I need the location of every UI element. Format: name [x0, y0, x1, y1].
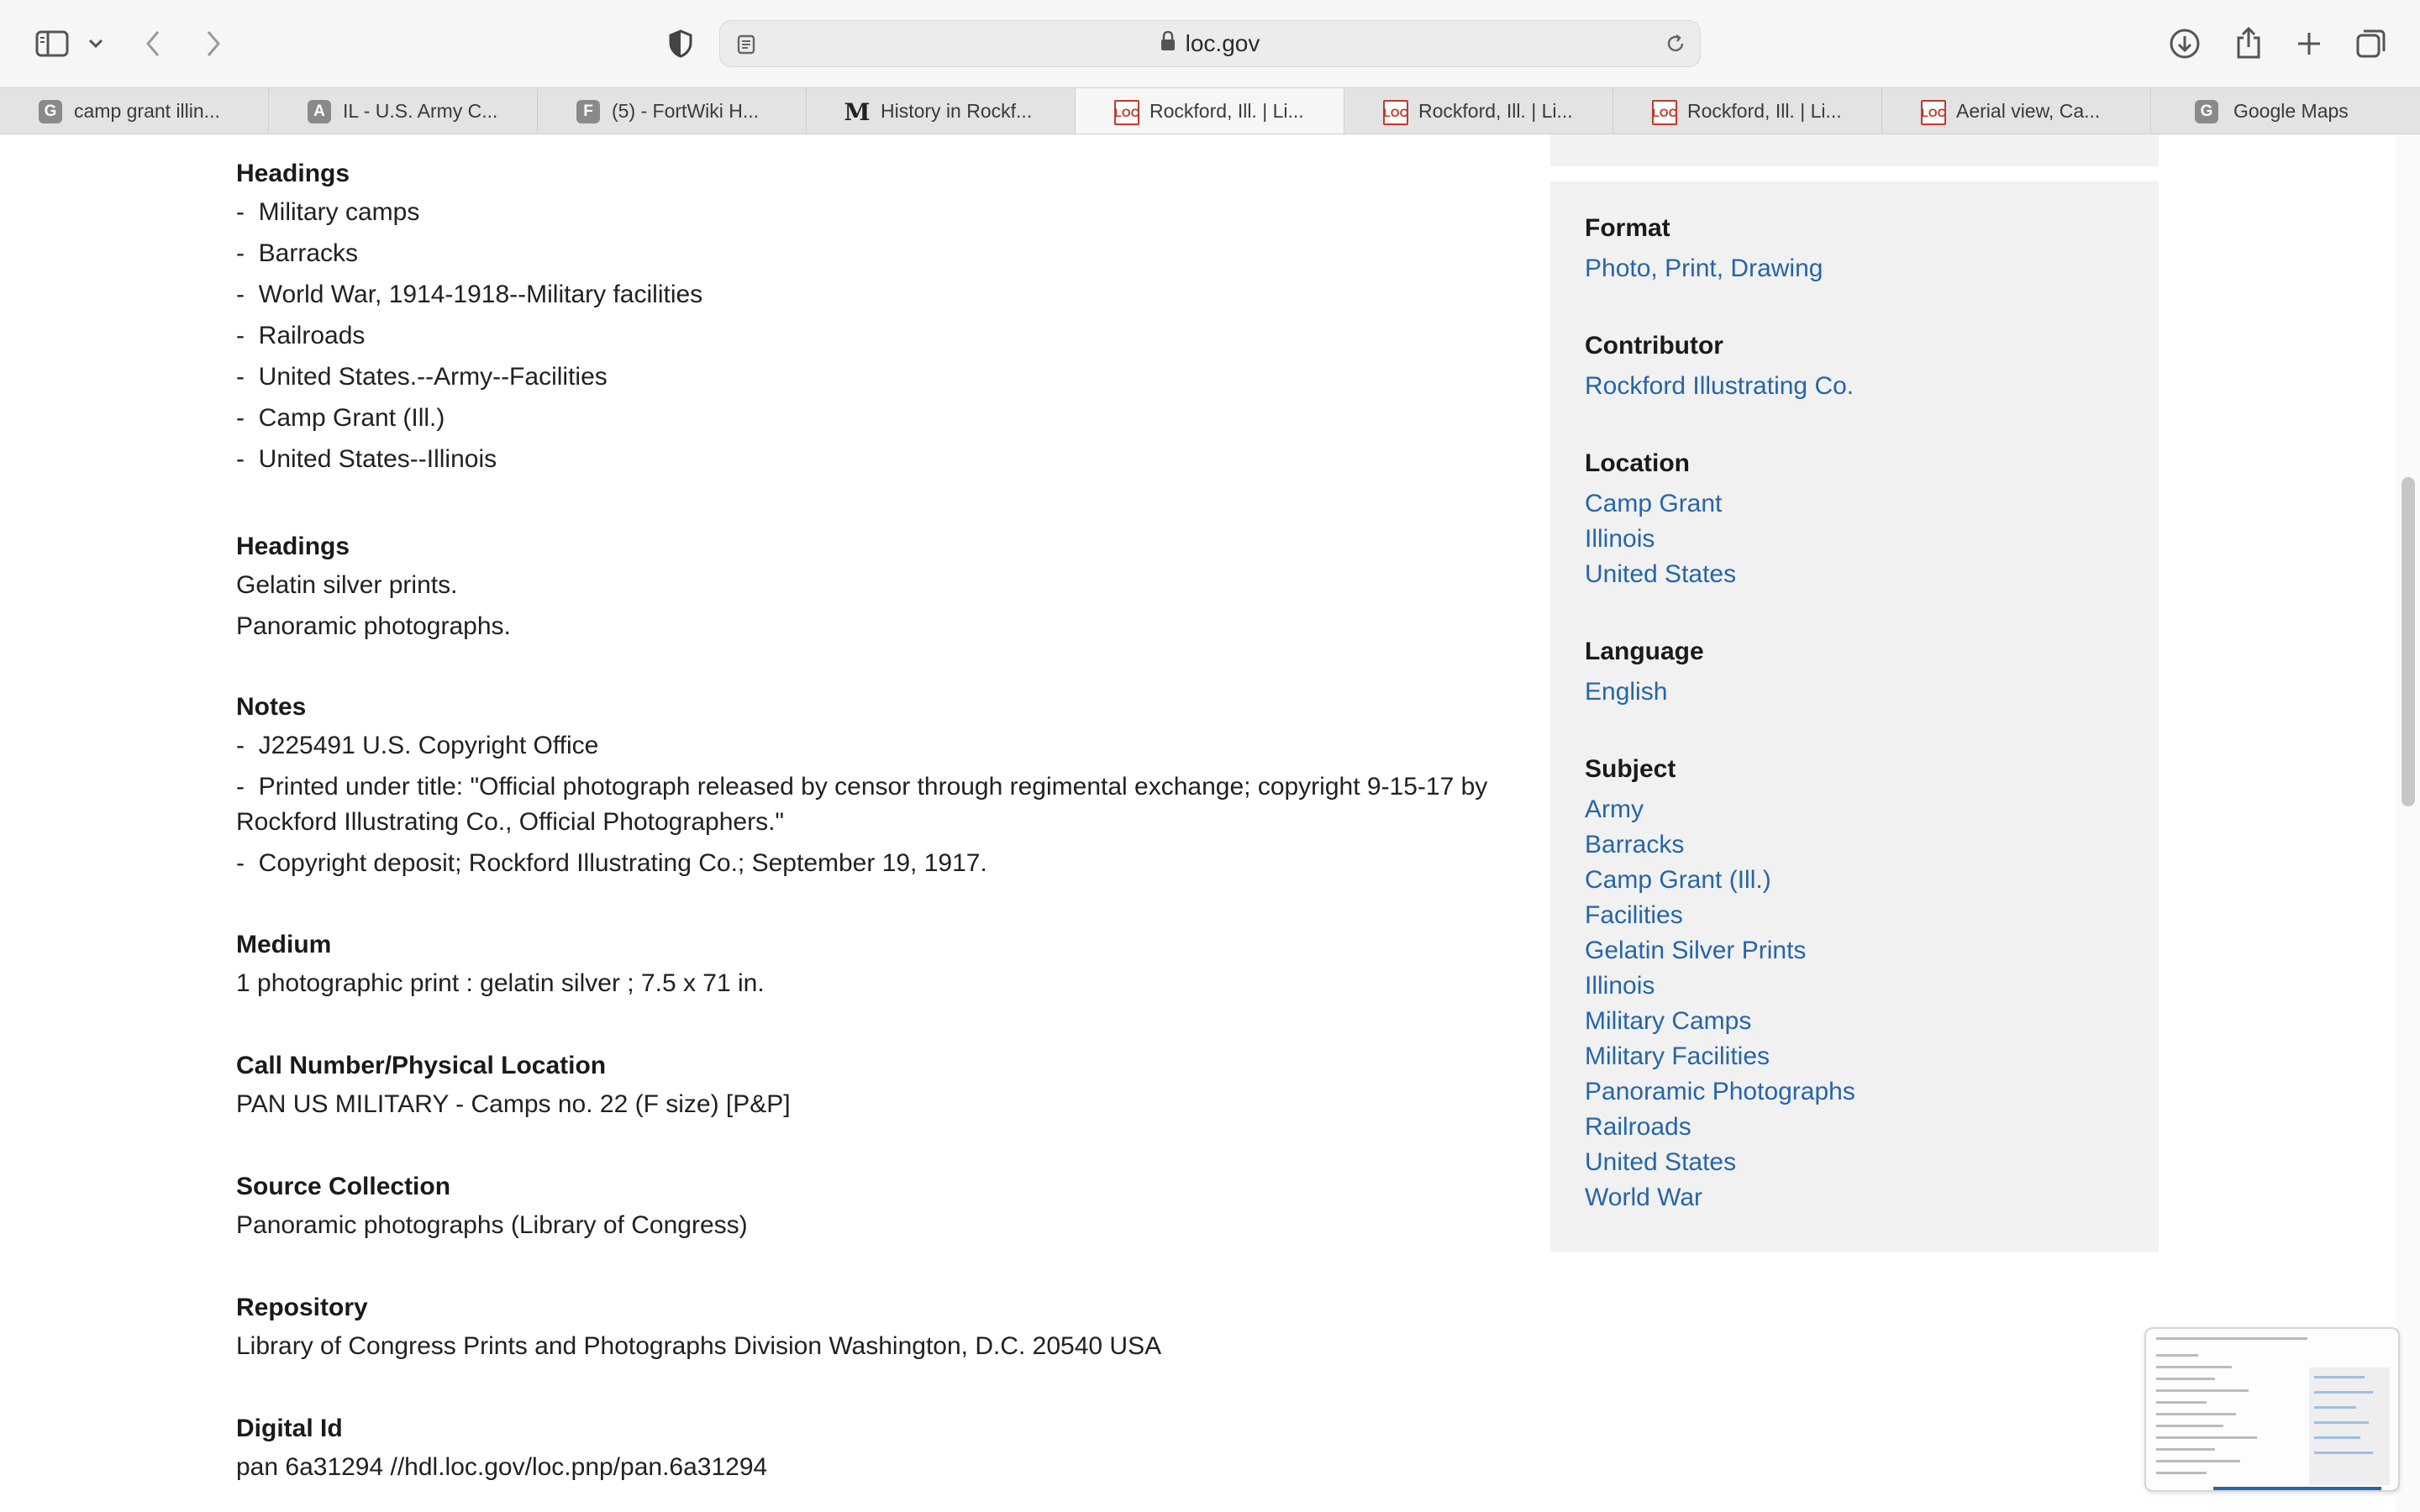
- facet-heading: Language: [1585, 638, 1704, 665]
- digital-id-value: pan 6a31294 //hdl.loc.gov/loc.pnp/pan.6a31294: [236, 1453, 768, 1481]
- forward-icon[interactable]: [198, 25, 229, 62]
- note-item: - Printed under title: "Official photograph released by censor through regimental exchange; copyright 9-15-17 by: [236, 773, 1488, 801]
- sidebar-top-panel: [1550, 134, 2159, 166]
- share-icon[interactable]: [2230, 24, 2267, 62]
- loc-favicon-icon: LOC: [1652, 100, 1677, 125]
- language-link[interactable]: English: [1585, 678, 1668, 706]
- facet-heading: Contributor: [1585, 332, 1723, 360]
- facets-sidebar: [1550, 181, 2159, 1252]
- thumbnail-line: [2314, 1406, 2356, 1409]
- subject-link[interactable]: Barracks: [1585, 831, 1685, 858]
- note-item: - Copyright deposit; Rockford Illustrating Co.; September 19, 1917.: [236, 849, 987, 877]
- digital-id-section: [236, 1415, 767, 1485]
- format-link[interactable]: Photo, Print, Drawing: [1585, 255, 1823, 282]
- tab-rockford-2[interactable]: LOC Rockford, Ill. | Li...: [1344, 88, 1613, 134]
- section-heading: Source Collection: [236, 1173, 451, 1200]
- subject-link[interactable]: Railroads: [1585, 1113, 1691, 1141]
- list-item: Gelatin silver prints.: [236, 571, 458, 599]
- section-heading: Headings: [236, 160, 350, 187]
- google-favicon-icon: G: [2195, 100, 2218, 123]
- google-favicon-icon: G: [39, 100, 62, 123]
- list-item: - Barracks: [236, 239, 359, 267]
- source-collection-section: [236, 1173, 748, 1243]
- loc-favicon-icon: LOC: [1921, 100, 1946, 125]
- section-heading: Call Number/Physical Location: [236, 1052, 607, 1079]
- list-item: - World War, 1914-1918--Military facilities: [236, 281, 703, 308]
- thumbnail-line: [2156, 1378, 2215, 1380]
- section-heading: Medium: [236, 931, 332, 958]
- thumbnail-line: [2156, 1448, 2215, 1451]
- medium-favicon-icon: M: [844, 97, 871, 126]
- subject-headings-section: [236, 160, 702, 477]
- genre-headings-section: [236, 533, 511, 644]
- fortwiki-favicon-icon: F: [576, 100, 600, 123]
- thumbnail-line: [2156, 1366, 2232, 1368]
- reload-icon[interactable]: [1665, 33, 1686, 59]
- address-bar[interactable]: [719, 20, 1701, 67]
- tab-overview-icon[interactable]: [2353, 25, 2390, 62]
- thumbnail-line: [2156, 1425, 2223, 1427]
- scrollbar-thumb[interactable]: [2402, 477, 2415, 806]
- notes-section: [236, 693, 1487, 881]
- note-item: - J225491 U.S. Copyright Office: [236, 732, 599, 759]
- source-collection-value: Panoramic photographs (Library of Congress): [236, 1211, 748, 1239]
- medium-value: 1 photographic print : gelatin silver ; 7.5 x 71 in.: [236, 969, 765, 997]
- subject-link[interactable]: Army: [1585, 795, 1644, 823]
- loc-favicon-icon: LOC: [1114, 100, 1139, 125]
- browser-toolbar: [0, 0, 2420, 87]
- location-link[interactable]: Illinois: [1585, 525, 1655, 553]
- back-icon[interactable]: [138, 25, 168, 62]
- list-item: - Military camps: [236, 198, 420, 226]
- subject-link[interactable]: Military Camps: [1585, 1007, 1752, 1035]
- contributor-link[interactable]: Rockford Illustrating Co.: [1585, 372, 1854, 400]
- subject-link[interactable]: Camp Grant (Ill.): [1585, 866, 1771, 894]
- tab-google-maps[interactable]: G Google Maps: [2151, 88, 2420, 134]
- url-text: loc.gov: [1185, 30, 1260, 56]
- chevron-down-icon[interactable]: [84, 32, 108, 55]
- thumbnail-line: [2314, 1391, 2373, 1394]
- downloads-icon[interactable]: [2166, 25, 2203, 62]
- subject-link[interactable]: Facilities: [1585, 901, 1683, 929]
- call-number-section: [236, 1052, 791, 1122]
- subject-link[interactable]: World War: [1585, 1184, 1703, 1211]
- list-item: - United States--Illinois: [236, 445, 497, 473]
- scrollbar-track[interactable]: [2396, 134, 2420, 1512]
- site-favicon-icon: A: [308, 100, 331, 123]
- loc-favicon-icon: LOC: [1383, 100, 1408, 125]
- page-content: [0, 134, 2420, 1512]
- subject-link[interactable]: United States: [1585, 1148, 1737, 1176]
- call-number-value: PAN US MILITARY - Camps no. 22 (F size) [P&P]: [236, 1090, 791, 1118]
- thumbnail-line: [2156, 1472, 2207, 1474]
- tab-rockford-active[interactable]: LOC Rockford, Ill. | Li...: [1076, 88, 1344, 134]
- thumbnail-line: [2156, 1413, 2236, 1415]
- tab-bar: [0, 87, 2420, 134]
- subject-link[interactable]: Illinois: [1585, 972, 1655, 1000]
- thumbnail-line: [2314, 1421, 2369, 1424]
- facet-heading: Location: [1585, 449, 1690, 477]
- list-item: Panoramic photographs.: [236, 612, 511, 640]
- subject-facet: [1585, 753, 1855, 1215]
- thumbnail-sidebar: [2309, 1368, 2390, 1485]
- section-heading: Digital Id: [236, 1415, 343, 1442]
- note-item-continued: Rockford Illustrating Co., Official Photographers.": [236, 808, 785, 836]
- thumbnail-line: [2314, 1452, 2373, 1454]
- subject-link[interactable]: Gelatin Silver Prints: [1585, 937, 1807, 964]
- thumbnail-line: [2156, 1354, 2198, 1357]
- location-facet: [1585, 447, 1736, 592]
- location-link[interactable]: United States: [1585, 560, 1737, 588]
- thumbnail-line: [2156, 1436, 2257, 1439]
- new-tab-icon[interactable]: [2291, 25, 2328, 62]
- list-item: - Railroads: [236, 322, 366, 349]
- contributor-facet: [1585, 329, 1854, 404]
- section-heading: Headings: [236, 533, 350, 560]
- sidebar-toggle-icon[interactable]: [34, 25, 71, 62]
- tab-history-rockford[interactable]: M History in Rockf...: [807, 88, 1076, 134]
- list-item: - United States.--Army--Facilities: [236, 363, 608, 391]
- thumbnail-line: [2156, 1460, 2240, 1462]
- section-heading: Repository: [236, 1294, 368, 1321]
- thumbnail-line: [2314, 1436, 2360, 1439]
- thumbnail-line: [2314, 1376, 2365, 1378]
- facet-heading: Format: [1585, 214, 1670, 242]
- location-link[interactable]: Camp Grant: [1585, 490, 1723, 517]
- tab-aerial-view[interactable]: LOC Aerial view, Ca...: [1882, 88, 2151, 134]
- thumbnail-line: [2156, 1389, 2249, 1392]
- tab-rockford-3[interactable]: LOC Rockford, Ill. | Li...: [1613, 88, 1882, 134]
- lock-icon: [1160, 30, 1176, 57]
- page-thumbnail-preview[interactable]: [2144, 1327, 2400, 1492]
- subject-link[interactable]: Military Facilities: [1585, 1042, 1770, 1070]
- thumbnail-viewport-indicator: [2213, 1487, 2381, 1490]
- tab-fortwiki[interactable]: F (5) - FortWiki H...: [538, 88, 807, 134]
- repository-value: Library of Congress Prints and Photographs Division Washington, D.C. 20540 USA: [236, 1332, 1162, 1360]
- section-heading: Notes: [236, 693, 307, 721]
- tab-il-army[interactable]: A IL - U.S. Army C...: [269, 88, 538, 134]
- medium-section: [236, 931, 765, 1001]
- repository-section: [236, 1294, 1161, 1364]
- facet-heading: Subject: [1585, 755, 1676, 783]
- subject-link[interactable]: Panoramic Photographs: [1585, 1078, 1855, 1105]
- tab-camp-grant-search[interactable]: G camp grant illin...: [0, 88, 269, 134]
- format-facet: [1585, 212, 1823, 286]
- language-facet: [1585, 635, 1704, 710]
- thumbnail-line: [2156, 1337, 2307, 1340]
- privacy-shield-icon[interactable]: [664, 27, 697, 60]
- thumbnail-line: [2156, 1401, 2207, 1404]
- list-item: - Camp Grant (Ill.): [236, 404, 445, 432]
